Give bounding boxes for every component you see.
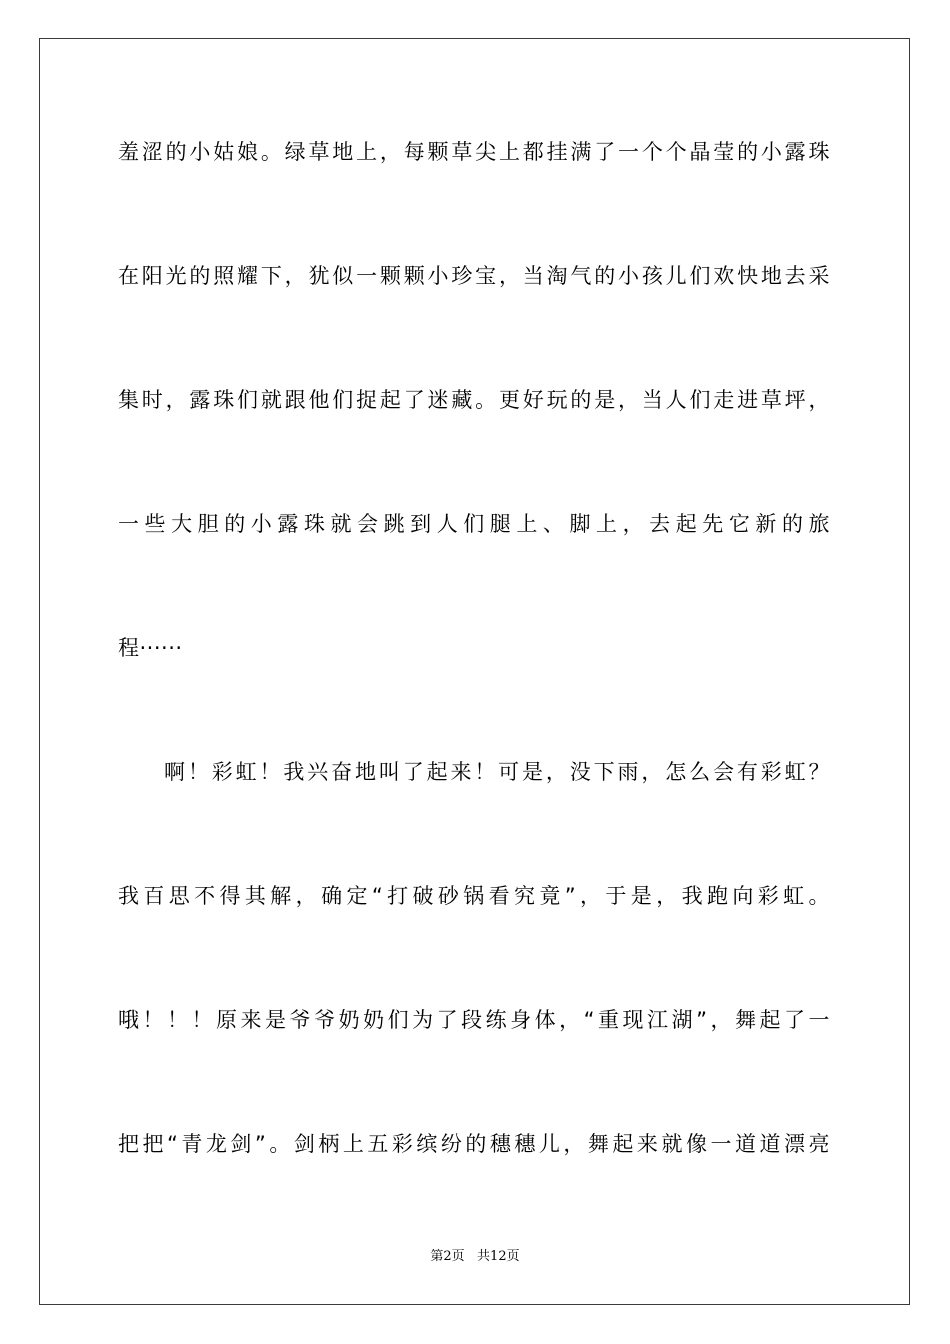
body-line: 羞涩的小姑娘。绿草地上，每颗草尖上都挂满了一个个晶莹的小露珠 [118,140,830,164]
body-line: 把把“青龙剑”。剑柄上五彩缤纷的穗穗儿，舞起来就像一道道漂亮 [118,1132,830,1156]
body-line: 一些大胆的小露珠就会跳到人们腿上、脚上，去起先它新的旅 [118,512,830,536]
body-line: 我百思不得其解，确定“打破砂锅看究竟”，于是，我跑向彩虹。 [118,884,830,908]
page-number-footer: 第2页 共12页 [430,1249,520,1264]
body-line: 集时，露珠们就跟他们捉起了迷藏。更好玩的是，当人们走进草坪， [118,388,830,412]
body-line: 在阳光的照耀下，犹似一颗颗小珍宝，当淘气的小孩儿们欢快地去采 [118,264,830,288]
page-frame [39,38,910,1305]
body-line: 程······ [118,636,183,660]
body-line: 哦！！！原来是爷爷奶奶们为了段练身体，“重现江湖”，舞起了一 [118,1008,830,1032]
paragraph-first-line: 啊！彩虹！我兴奋地叫了起来！可是，没下雨，怎么会有彩虹？ [164,760,830,784]
